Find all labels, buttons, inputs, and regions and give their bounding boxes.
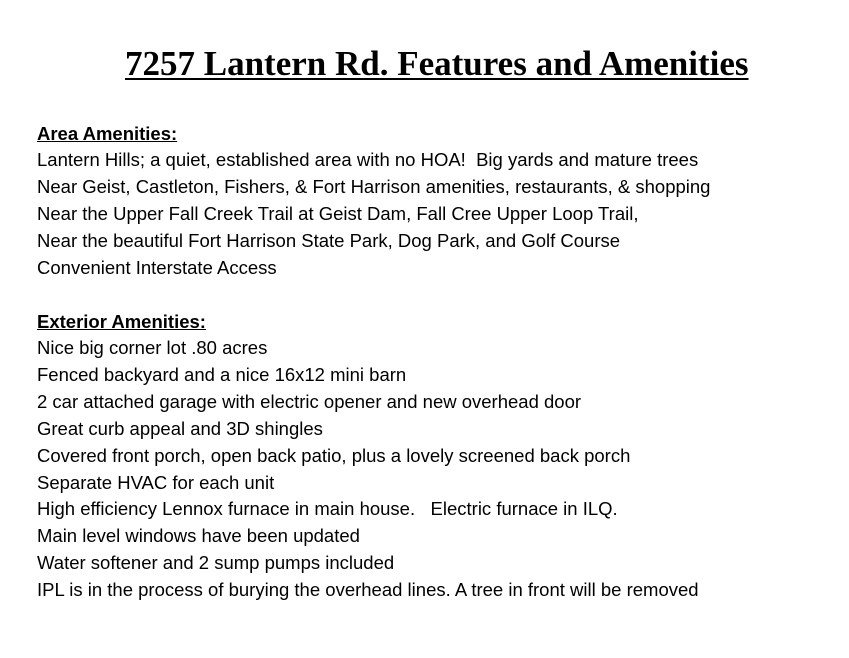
exterior-amenities-heading: Exterior Amenities: bbox=[37, 311, 206, 332]
list-item: Convenient Interstate Access bbox=[37, 256, 277, 278]
exterior-amenities-section bbox=[37, 308, 699, 604]
list-item: High efficiency Lennox furnace in main house. Electric furnace in ILQ. bbox=[37, 498, 618, 520]
page-title: 7257 Lantern Rd. Features and Amenities bbox=[125, 44, 749, 83]
list-item: Fenced backyard and a nice 16x12 mini barn bbox=[37, 363, 407, 385]
list-item: Near the beautiful Fort Harrison State Park, Dog Park, and Golf Course bbox=[37, 229, 621, 251]
list-item: Near the Upper Fall Creek Trail at Geist Dam, Fall Cree Upper Loop Trail, bbox=[37, 202, 639, 224]
list-item: Water softener and 2 sump pumps included bbox=[37, 552, 395, 574]
list-item: Near Geist, Castleton, Fishers, & Fort Harrison amenities, restaurants, & shopping bbox=[37, 175, 711, 197]
list-item: Lantern Hills; a quiet, established area with no HOA! Big yards and mature trees bbox=[37, 149, 699, 170]
area-amenities-heading: Area Amenities: bbox=[37, 123, 178, 144]
list-item: Covered front porch, open back patio, plus a lovely screened back porch bbox=[37, 444, 631, 466]
area-amenities-section bbox=[37, 120, 710, 282]
area-amenities-list bbox=[37, 147, 710, 282]
list-item: IPL is in the process of burying the overhead lines. A tree in front will be removed bbox=[37, 579, 699, 601]
list-item: Nice big corner lot .80 acres bbox=[37, 337, 268, 358]
list-item: 2 car attached garage with electric opener and new overhead door bbox=[37, 390, 582, 412]
list-item: Great curb appeal and 3D shingles bbox=[37, 417, 323, 439]
list-item: Main level windows have been updated bbox=[37, 525, 360, 547]
exterior-amenities-list bbox=[37, 335, 699, 604]
list-item: Separate HVAC for each unit bbox=[37, 471, 275, 493]
